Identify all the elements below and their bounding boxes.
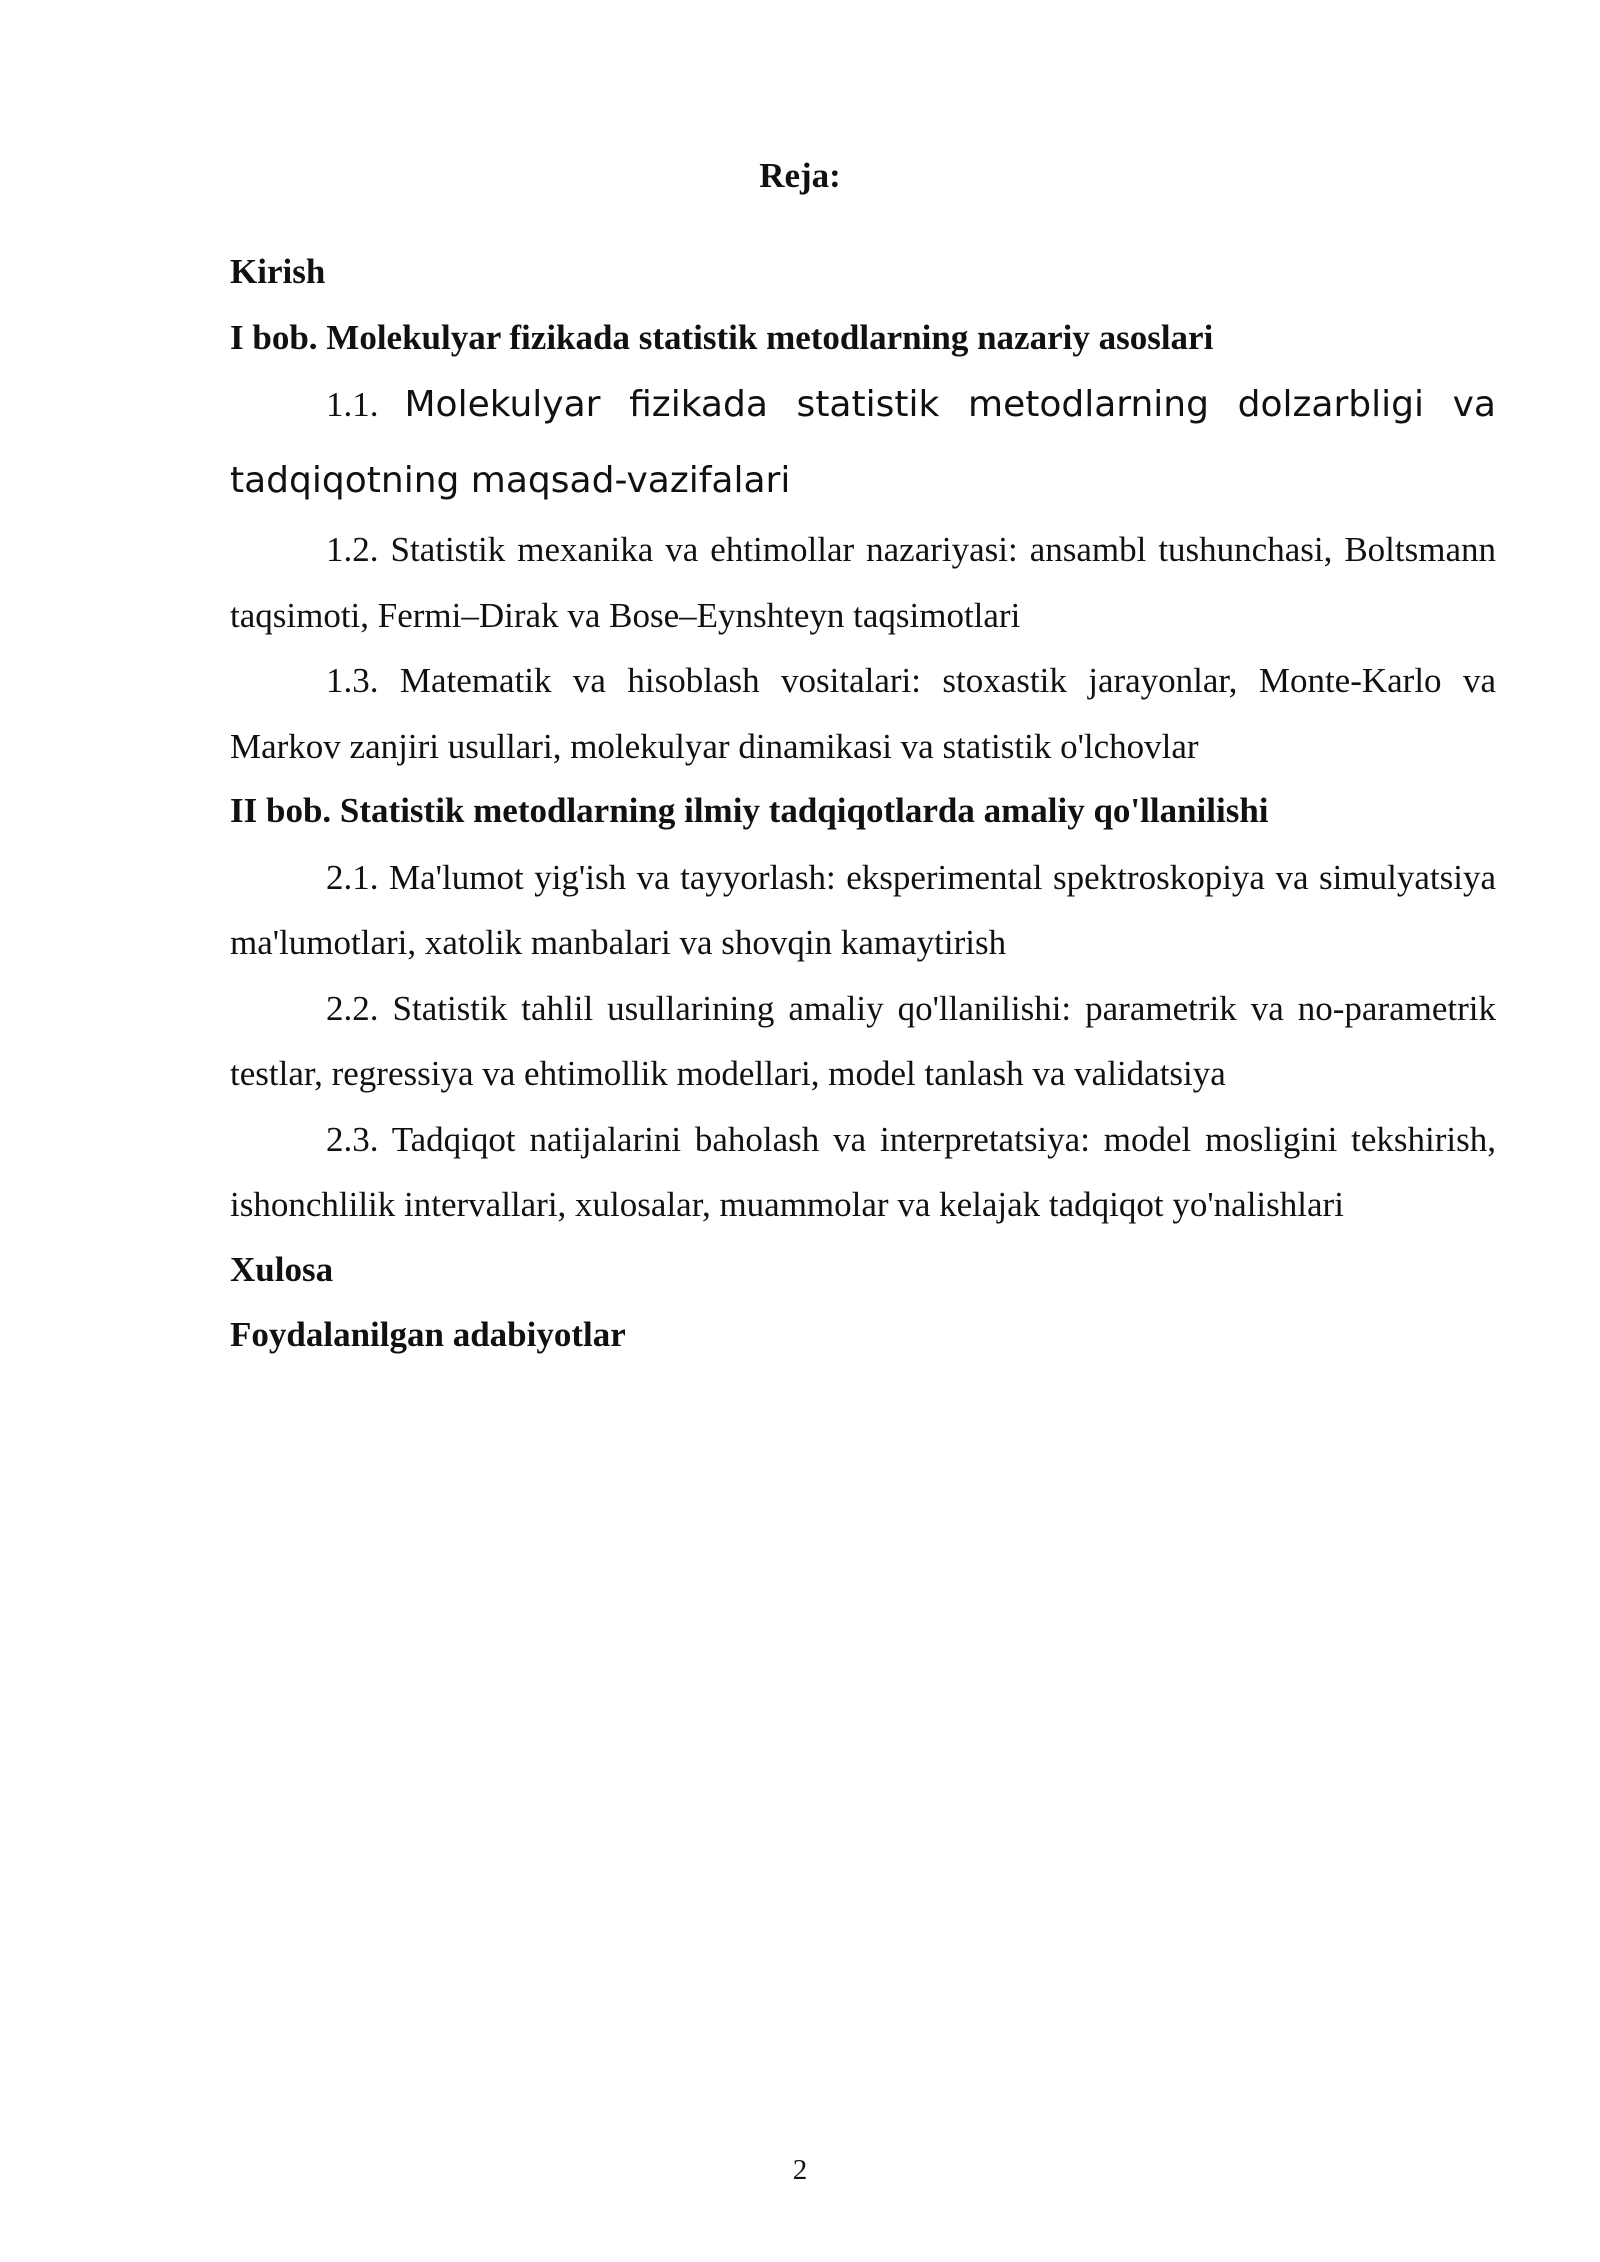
toc-conclusion: Xulosa <box>230 1249 334 1289</box>
table-of-contents <box>230 248 1496 1377</box>
section-1-3 <box>230 648 1496 779</box>
section-1-2 <box>230 517 1496 648</box>
section-text: Molekulyar fizikada statistik metodlarning dolzarbligi va tadqiqotning maqsad-vazifalari <box>230 384 1496 501</box>
section-number: 2.3. <box>326 1119 379 1159</box>
page-number: 2 <box>792 2154 808 2186</box>
section-2-3 <box>230 1107 1496 1238</box>
chapter-2-title: II bob. Statistik metodlarning ilmiy tadqiqotlarda amaliy qo'llanilishi <box>230 791 1269 830</box>
toc-references: Foydalanilgan adabiyotlar <box>230 1315 626 1354</box>
section-number: 1.2. <box>326 530 379 569</box>
section-text: Ma'lumot yig'ish va tayyorlash: eksperimental spektroskopiya va simulyatsiya ma'lumotlari, xatolik manbalari va shovqin kamaytirish <box>230 857 1496 962</box>
section-2-1 <box>230 845 1496 976</box>
page-title: Reja: <box>759 156 841 195</box>
section-number: 2.1. <box>326 857 379 897</box>
section-text: Tadqiqot natijalarini baholash va interpretatsiya: model mosligini tekshirish, ishonchlilik intervallari, xulosalar, muammolar va kelajak tadqiqot yo'nalishlari <box>230 1119 1496 1224</box>
chapter-1-title: I bob. Molekulyar fizikada statistik metodlarning nazariy asoslari <box>230 317 1214 357</box>
section-number: 1.3. <box>326 661 379 700</box>
section-number: 2.2. <box>326 988 379 1028</box>
toc-intro: Kirish <box>230 252 326 291</box>
section-text: Matematik va hisoblash vositalari: stoxastik jarayonlar, Monte-Karlo va Markov zanjiri usullari, molekulyar dinamikasi va statistik o'lchovlar <box>230 661 1497 766</box>
section-1-1 <box>230 367 1496 519</box>
section-text: Statistik tahlil usullarining amaliy qo'llanilishi: parametrik va no-parametrik testlar, regressiya va ehtimollik modellari, model tanlash va validatsiya <box>230 988 1497 1093</box>
section-text: Statistik mexanika va ehtimollar nazariyasi: ansambl tushunchasi, Boltsmann taqsimoti, Fermi–Dirak va Bose–Eynshteyn taqsimotlari <box>230 530 1496 635</box>
section-2-2 <box>230 976 1496 1107</box>
section-number: 1.1. <box>326 385 379 424</box>
